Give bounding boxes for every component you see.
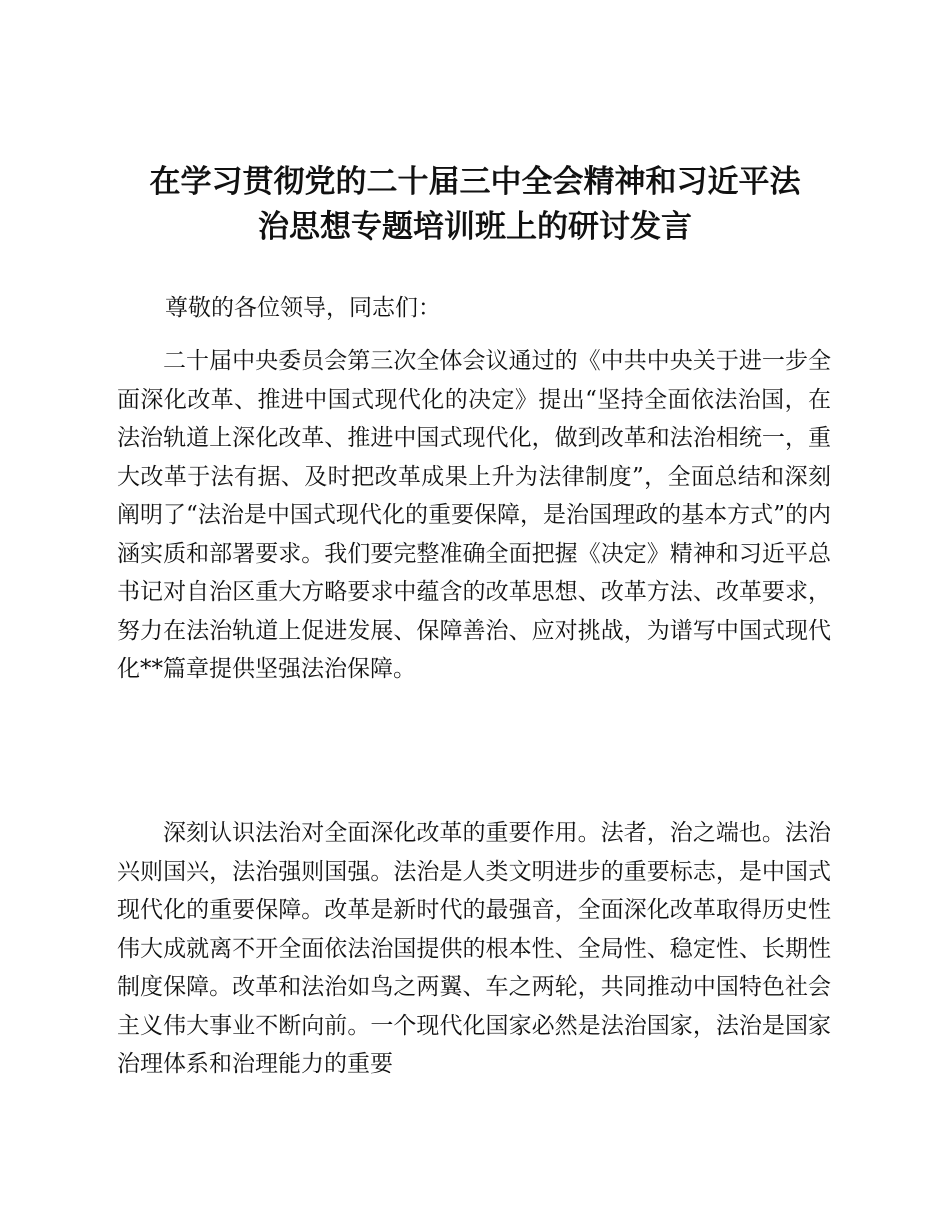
document-title-line-2: 治思想专题培训班上的研讨发言: [258, 209, 692, 245]
document-title-line-1: 在学习贯彻党的二十届三中全会精神和习近平法: [149, 164, 801, 200]
salutation: 尊敬的各位领导，同志们：: [165, 295, 441, 321]
body-paragraph-2: 深刻认识法治对全面深化改革的重要作用。法者，治之端也。法治兴则国兴，法治强则国强。法治是人类文明进步的重要标志，是中国式现代化的重要保障。改革是新时代的最强音，全面深化改革取得历史性伟大成就离不开全面依法治国提供的根本性、全局性、稳定性、长期性制度保障。改革和法治如鸟之两翼、车之两轮，共同推动中国特色社会主义伟大事业不断向前。一个现代化国家必然是法治国家，法治是国家治理体系和治理能力的重要: [117, 820, 831, 1077]
body-paragraph-1: 二十届中央委员会第三次全体会议通过的《中共中央关于进一步全面深化改革、推进中国式现代化的决定》提出“坚持全面依法治国，在法治轨道上深化改革、推进中国式现代化，做到改革和法治相统一，重大改革于法有据、及时把改革成果上升为法律制度”，全面总结和深刻阐明了“法治是中国式现代化的重要保障，是治国理政的基本方式”的内涵实质和部署要求。我们要完整准确全面把握《决定》精神和习近平总书记对自治区重大方略要求中蕴含的改革思想、改革方法、改革要求，努力在法治轨道上促进发展、保障善治、应对挑战，为谱写中国式现代化**篇章提供坚强法治保障。: [117, 348, 831, 682]
